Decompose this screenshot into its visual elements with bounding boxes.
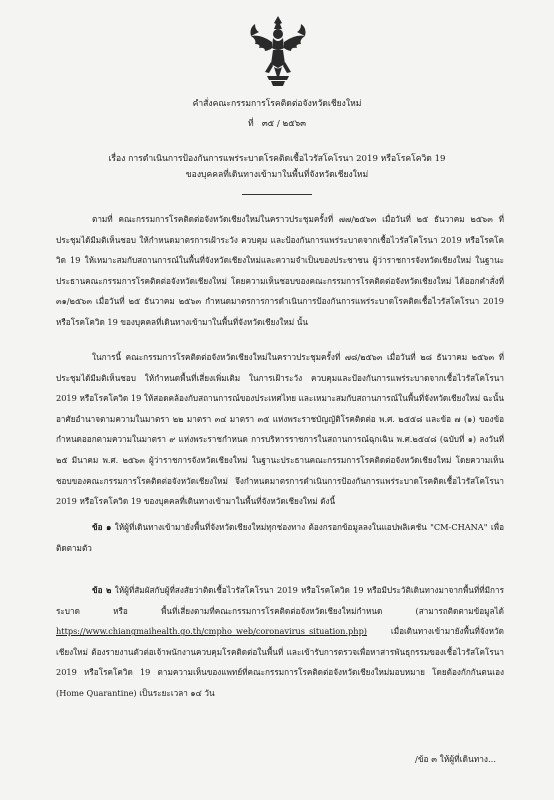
subject-label: เรื่อง — [108, 154, 126, 164]
subject-line-2: ของบุคคลที่เดินทางเข้ามาในพื้นที่จังหวัดเชียงใหม่ — [185, 170, 369, 180]
paragraph-1-text: ตามที่ คณะกรรมการโรคติดต่อจังหวัดเชียงใหม่ในคราวประชุมครั้งที่ ๗๗/๒๕๖๓ เมื่อวันที่ ๒๕ ธันวาคม ๒๕๖๓ ที่ประชุมได้มีมติเห็นชอบ ให้กำหนดมาตรการเฝ้าระวัง ควบคุม และป้องกันการแพร่ระบาดจากเชื้อไวรัสโคโรนา 2019 หรือโรคโควิด 19 ให้เหมาะสมกับสถานการณ์ในพื้นที่จังหวัดเชียงใหม่และความจำเป็นของประชาชน ผู้ว่าราชการจังหวัดเชียงใหม่ ในฐานะประธานคณะกรรมการโรคติดต่อจังหวัดเชียงใหม่ โดยความเห็นชอบของคณะกรรมการโรคติดต่อจังหวัดเชียงใหม่ ได้ออกคำสั่งที่ ๓๑/๒๕๖๓ เมื่อวันที่ ๒๕ ธันวาคม ๒๕๖๓ กำหนดมาตรการการดำเนินการป้องกันการแพร่ระบาดโรคติดเชื้อไวรัสโคโรนา 2019 หรือโรคโควิด 19 ของบุคคลที่เดินทางเข้ามาในพื้นที่จังหวัดเชียงใหม่ นั้น — [56, 214, 504, 327]
continuation-note: /ข้อ ๓ ให้ผู้ที่เดินทาง... — [415, 754, 496, 764]
clause-2-label: ข้อ ๒ — [92, 585, 112, 595]
paragraph-2-text: ในการนี้ คณะกรรมการโรคติดต่อจังหวัดเชียงใหม่ในคราวประชุมครั้งที่ ๗๘/๒๕๖๓ เมื่อวันที่ ๒๘ ธันวาคม ๒๕๖๓ ที่ประชุมได้มีมติเห็นชอบ ให้กำหนดพื้นที่เสี่ยงเพิ่มเติม ในการเฝ้าระวัง ควบคุมและป้องกันการแพร่ระบาดจากเชื้อไวรัสโคโรนา 2019 หรือโรคโควิด 19 ให้สอดคล้องกับสถานการณ์ของประเทศไทย และเหมาะสมกับสถานการณ์ในพื้นที่จังหวัดเชียงใหม่ ฉะนั้น อาศัยอำนาจตามความในมาตรา ๒๒ มาตรา ๓๔ มาตรา ๓๕ แห่งพระราชบัญญัติโรคติดต่อ พ.ศ. ๒๕๕๘ และข้อ ๗ (๑) ของข้อกำหนดออกตามความในมาตรา ๙ แห่งพระราชกำหนด การบริหารราชการในสถานการณ์ฉุกเฉิน พ.ศ.๒๕๔๘ (ฉบับที่ ๑) ลงวันที่ ๒๕ มีนาคม พ.ศ. ๒๕๖๓ ผู้ว่าราชการจังหวัดเชียงใหม่ ในฐานะประธานคณะกรรมการโรคติดต่อจังหวัดเชียงใหม่ โดยความเห็นชอบของคณะกรรมการโรคติดต่อจังหวัดเชียงใหม่ จึงกำหนดมาตรการดำเนินการป้องกันการแพร่ระบาดโรคติดเชื้อไวรัสโคโรนา 2019 หรือโรคโควิด 19 ของบุคคลที่เดินทางเข้ามาในพื้นที่จังหวัดเชียงใหม่ ดังนี้ — [56, 352, 504, 507]
clause-2 — [56, 580, 504, 704]
clause-2-text-a: ให้ผู้ที่สัมผัสกับผู้ที่สงสัยว่าติดเชื้อไวรัสโคโรนา 2019 หรือโรคโควิด 19 หรือมีประวัติเดินทางมาจากพื้นที่ที่มีการระบาด หรือ พื้นที่เสี่ยงตามที่คณะกรรมการโรคติดต่อจังหวัดเชียงใหม่กำหนด (สามารถติดตามข้อมูลได้ — [56, 585, 505, 616]
order-number-value: ๓๕ / ๒๕๖๓ — [261, 119, 307, 129]
clause-1-label: ข้อ ๑ — [92, 522, 112, 532]
order-number-label: ที่ — [247, 119, 254, 129]
order-number — [0, 117, 554, 131]
garuda-emblem-icon — [247, 14, 309, 90]
header-separator — [242, 194, 312, 195]
situation-link[interactable]: https://www.chiangmaihealth.go.th/cmpho_web/coronavirus_situation.php) — [56, 626, 368, 637]
subject-line-1: การดำเนินการป้องกันการแพร่ระบาดโรคติดเชื้อไวรัสโคโรนา 2019 หรือโรคโควิด 19 — [128, 154, 446, 164]
clause-1 — [56, 517, 504, 558]
order-title: คำสั่งคณะกรรมการโรคติดต่อจังหวัดเชียงใหม่ — [192, 99, 362, 109]
clause-1-text: ให้ผู้ที่เดินทางเข้ามายังพื้นที่จังหวัดเชียงใหม่ทุกช่องทาง ต้องกรอกข้อมูลลงในแอปพลิเคชัน "CM-CHANA" เพื่อติดตามตัว — [56, 522, 504, 553]
paragraph-background — [56, 209, 504, 333]
clause-2-text-b: เมื่อเดินทางเข้ามายังพื้นที่จังหวัดเชียงใหม่ ต้องรายงานตัวต่อเจ้าพนักงานควบคุมโรคติดต่อในพื้นที่ และเข้ารับการตรวจเพื่อหาสารพันธุกรรมของเชื้อไวรัสโคโรนา 2019 หรือโรคโควิด 19 ตามความเห็นของแพทย์ที่คณะกรรมการโรคติดต่อจังหวัดเชียงใหม่มอบหมาย โดยต้องกักกันตนเอง (Home Quarantine) เป็นระยะเวลา ๑๔ วัน — [56, 626, 504, 698]
paragraph-resolution — [56, 347, 504, 512]
order-subject — [0, 152, 554, 166]
